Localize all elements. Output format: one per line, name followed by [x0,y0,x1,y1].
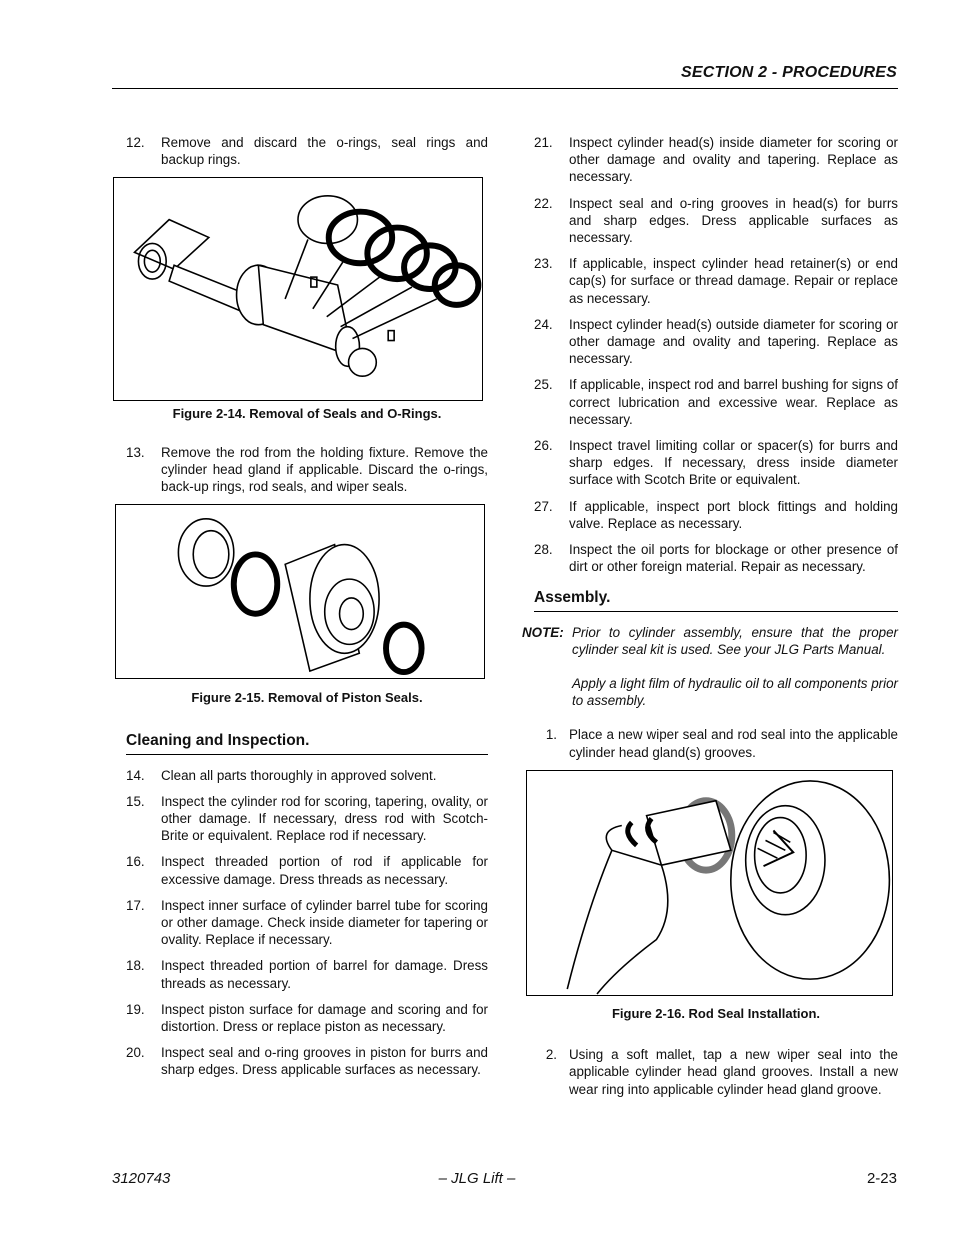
step-text: Inspect the oil ports for blockage or other presence of dirt or other foreign material. Repair as necessary. [569,542,898,575]
step-number: 14. [126,767,145,783]
assembly-note [522,624,898,710]
assembly-step-1 [534,726,898,760]
assembly-heading: Assembly. [534,589,898,611]
rod-seal-installation-illustration [527,771,892,995]
figure-2-14 [113,177,483,401]
step-number: 27. [534,498,553,514]
step-14 [126,767,488,784]
step-text: Using a soft mallet, tap a new wiper seal into the applicable cylinder head gland grooves. Install a new wear ring into applicable cylinder head gland groove. [569,1047,898,1097]
step-text: Remove the rod from the holding fixture. Remove the cylinder head gland if applicable. Discard the o-rings, back-up rings, rod seals, and wiper seals. [161,444,488,495]
step-number: 17. [126,897,145,913]
step-number: 25. [534,377,553,393]
note-text-1: Prior to cylinder assembly, ensure that the proper cylinder seal kit is used. See your JLG Parts Manual. [572,624,898,657]
left-column [126,134,488,1088]
step-26 [534,437,898,489]
step-number: 16. [126,854,145,870]
step-12 [126,134,488,168]
step-text: If applicable, inspect cylinder head retainer(s) or end cap(s) for surface or thread damage. Repair or replace as necessary. [569,256,898,306]
figure-2-15-caption: Figure 2-15. Removal of Piston Seals. [191,690,423,706]
step-text: Inspect inner surface of cylinder barrel tube for scoring or other damage. Check inside diameter for tapering or ovality. Replace if necessary. [161,897,488,948]
step-number: 26. [534,438,553,454]
step-text: Inspect piston surface for damage and scoring and for distortion. Dress or replace piston as necessary. [161,1001,488,1035]
step-22 [534,195,898,247]
piston-seals-illustration [116,505,484,678]
step-number: 20. [126,1045,145,1061]
note-text-2: Apply a light film of hydraulic oil to all components prior to assembly. [572,676,898,709]
step-17 [126,897,488,949]
footer-brand: – JLG Lift – [438,1170,516,1187]
step-number: 21. [534,135,553,150]
step-number: 18. [126,958,145,974]
step-number: 12. [126,135,145,150]
step-text: Inspect travel limiting collar or spacer(s) for burrs and sharp edges. If necessary, dress inside diameter surface with Scotch Brite or equivalent. [569,438,898,488]
step-21 [534,134,898,186]
figure-2-14-caption: Figure 2-14. Removal of Seals and O-Rings. [172,406,442,422]
right-column [522,134,898,1107]
step-23 [534,255,898,307]
cleaning-heading: Cleaning and Inspection. [126,732,488,754]
step-27 [534,498,898,532]
step-number: 1. [545,727,557,743]
figure-2-16-caption: Figure 2-16. Rod Seal Installation. [611,1005,821,1021]
step-text: Inspect the cylinder rod for scoring, tapering, ovality, or other damage. If necessary, dress rod with Scotch-Brite or equivalent. Replace rod if necessary. [161,793,488,844]
section-title: SECTION 2 - PROCEDURES [681,64,897,81]
header-rule [112,88,898,89]
step-number: 28. [534,542,553,558]
page-number: 2-23 [866,1170,897,1187]
step-number: 23. [534,256,553,272]
step-text: Inspect threaded portion of rod if applicable for excessive damage. Dress threads as necessary. [161,854,488,887]
step-text: Inspect threaded portion of barrel for damage. Dress threads as necessary. [161,958,488,991]
step-28 [534,541,898,575]
step-24 [534,316,898,368]
step-text: Clean all parts thoroughly in approved solvent. [161,767,437,783]
step-15 [126,793,488,845]
step-20 [126,1044,488,1078]
step-number: 2. [545,1047,557,1063]
doc-number: 3120743 [112,1170,171,1187]
step-text: If applicable, inspect rod and barrel bushing for signs of correct lubrication and excessive wear. Replace as necessary. [569,377,898,427]
step-18 [126,957,488,991]
figure-2-16 [526,770,893,996]
step-text: Inspect seal and o-ring grooves in piston for burrs and sharp edges. Dress applicable surfaces as necessary. [161,1045,488,1078]
step-number: 19. [126,1001,145,1017]
step-13 [126,444,488,496]
assembly-step-2 [534,1046,898,1098]
step-text: Inspect cylinder head(s) inside diameter for scoring or other damage and ovality and tapering. Replace as necessary. [569,135,898,185]
step-text: Inspect cylinder head(s) outside diameter for scoring or other damage and ovality and tapering. Replace as necessary. [569,316,898,367]
note-label: NOTE: [522,624,564,640]
step-text: Place a new wiper seal and rod seal into the applicable cylinder head gland(s) grooves. [569,727,898,760]
note-body [572,624,898,710]
seals-orings-illustration [114,178,482,400]
step-number: 13. [126,444,145,460]
step-number: 15. [126,793,145,809]
step-number: 22. [534,195,553,211]
step-text: Inspect seal and o-ring grooves in head(s) for burrs and sharp edges. Dress applicable surfaces as necessary. [569,195,898,246]
step-25 [534,376,898,428]
step-text: If applicable, inspect port block fittings and holding valve. Replace as necessary. [569,498,898,531]
step-19 [126,1001,488,1035]
step-number: 24. [534,316,553,332]
step-text: Remove and discard the o-rings, seal rings and backup rings. [161,135,488,168]
step-16 [126,853,488,887]
figure-2-15 [115,504,485,679]
